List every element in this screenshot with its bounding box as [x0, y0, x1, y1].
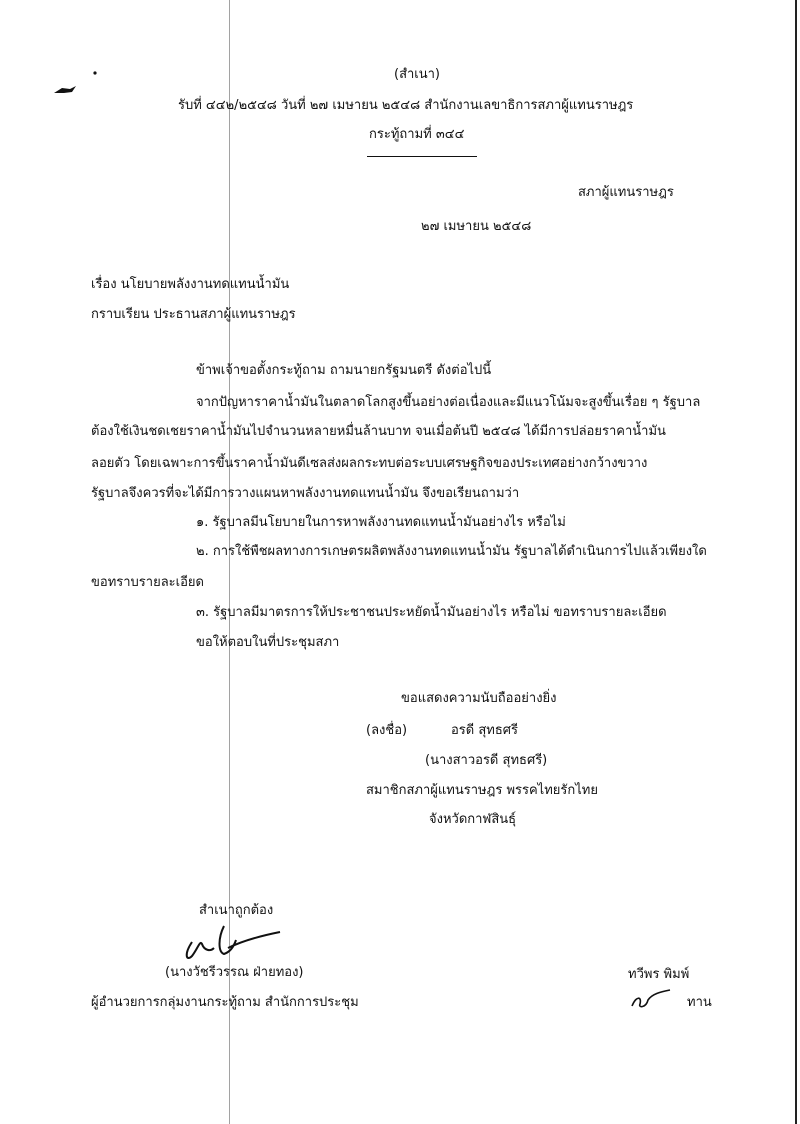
- question-number: กระทู้ถามที่ ๓๔๔: [369, 127, 465, 142]
- signed-label: (ลงชื่อ): [366, 723, 408, 738]
- certified-copy-label: สำเนาถูกต้อง: [199, 903, 274, 918]
- body-paragraph-2-line-2: ต้องใช้เงินชดเชยราคาน้ำมันไปจำนวนหลายหมื่นล้านบาท จนเมื่อต้นปี ๒๕๔๘ ได้มีการปล่อยราคาน้ำมัน: [91, 424, 666, 439]
- body-paragraph-2-line-1: จากปัญหาราคาน้ำมันในตลาดโลกสูงขึ้นอย่างต่อเนื่องและมีแนวโน้มจะสูงขึ้นเรื่อย ๆ รัฐบาล: [196, 395, 701, 410]
- ink-smudge-mark: [54, 86, 76, 93]
- ink-dot-mark: [93, 71, 96, 74]
- certifier-position: ผู้อำนวยการกลุ่มงานกระทู้ถาม สำนักการประชุม: [91, 995, 359, 1010]
- letter-date: ๒๗ เมษายน ๒๕๔๘: [421, 219, 532, 234]
- signer-position: สมาชิกสภาผู้แทนราษฎร พรรคไทยรักไทย: [366, 783, 598, 798]
- checker-suffix: ทาน: [687, 995, 712, 1010]
- salutation-line: กราบเรียน ประธานสภาผู้แทนราษฎร: [91, 307, 296, 322]
- signer-full-name: (นางสาวอรดี สุทธศรี): [425, 753, 548, 768]
- body-paragraph-1: ข้าพเจ้าขอตั้งกระทู้ถาม ถามนายกรัฐมนตรี ดังต่อไปนี้: [196, 363, 492, 378]
- handwritten-signature: [180, 912, 290, 962]
- regards-line: ขอแสดงความนับถืออย่างยิ่ง: [401, 691, 557, 706]
- closing-request: ขอให้ตอบในที่ประชุมสภา: [196, 635, 340, 650]
- copy-mark: (สำเนา): [394, 67, 441, 82]
- sender-office: สภาผู้แทนราษฎร: [578, 185, 674, 200]
- checker-initials: [626, 984, 686, 1014]
- question-1: ๑. รัฐบาลมีนโยบายในการหาพลังงานทดแทนน้ำมันอย่างไร หรือไม่: [196, 515, 566, 530]
- question-2-line-2: ขอทราบรายละเอียด: [91, 575, 204, 590]
- header-underline: [367, 156, 477, 157]
- body-paragraph-2-line-4: รัฐบาลจึงควรที่จะได้มีการวางแผนหาพลังงานทดแทนน้ำมัน จึงขอเรียนถามว่า: [91, 486, 520, 501]
- question-2-line-1: ๒. การใช้พืชผลทางการเกษตรผลิตพลังงานทดแทนน้ำมัน รัฐบาลได้ดำเนินการไปแล้วเพียงใด: [196, 544, 707, 559]
- receipt-line: รับที่ ๔๔๒/๒๕๔๘ วันที่ ๒๗ เมษายน ๒๕๔๘ สำนักงานเลขาธิการสภาผู้แทนราษฎร: [178, 98, 634, 113]
- certifier-name: (นางวัชรีวรรณ ฝ่ายทอง): [165, 965, 304, 980]
- signer-province: จังหวัดกาฬสินธุ์: [429, 812, 517, 827]
- subject-line: เรื่อง นโยบายพลังงานทดแทนน้ำมัน: [91, 277, 290, 292]
- typist-name: ทวีพร พิมพ์: [628, 967, 690, 982]
- body-paragraph-2-line-3: ลอยตัว โดยเฉพาะการขึ้นราคาน้ำมันดีเซลส่งผลกระทบต่อระบบเศรษฐกิจของประเทศอย่างกว้างขวาง: [91, 456, 648, 471]
- question-3: ๓. รัฐบาลมีมาตรการให้ประชาชนประหยัดน้ำมันอย่างไร หรือไม่ ขอทราบรายละเอียด: [196, 605, 667, 620]
- signer-name: อรดี สุทธศรี: [451, 723, 519, 738]
